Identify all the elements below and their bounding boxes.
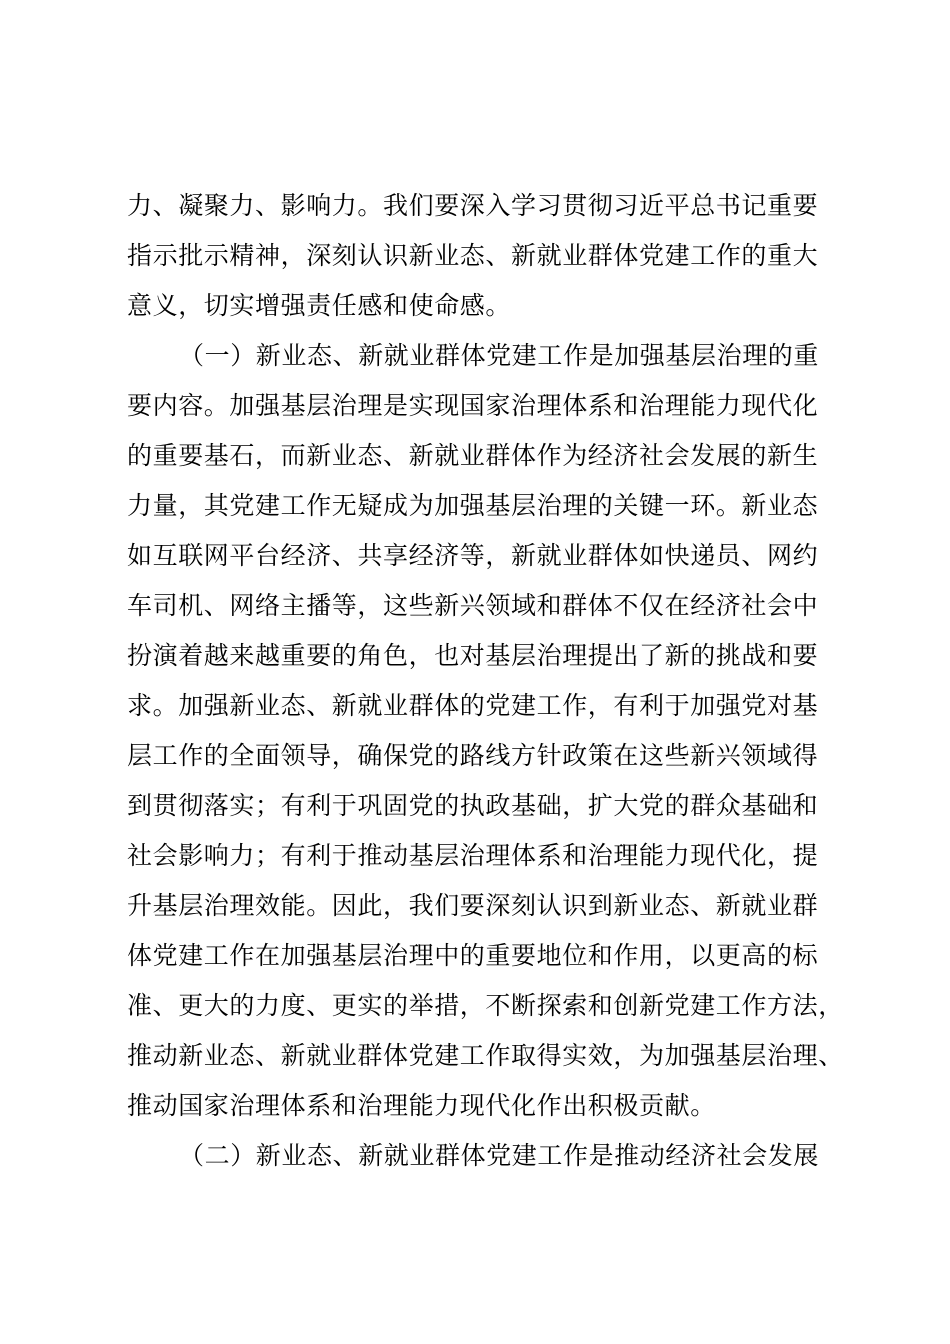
document-body — [127, 181, 847, 1181]
text-line: 的重要基石，而新业态、新就业群体作为经济社会发展的新生 — [127, 441, 819, 470]
text-line: 求。加强新业态、新就业群体的党建工作，有利于加强党对基 — [127, 691, 819, 720]
text-line: 力、凝聚力、影响力。我们要深入学习贯彻习近平总书记重要 — [127, 191, 819, 220]
text-line: 体党建工作在加强基层治理中的重要地位和作用，以更高的标 — [127, 941, 819, 970]
text-line: 准、更大的力度、更实的举措，不断探索和创新党建工作方法， — [127, 991, 844, 1020]
text-line: 要内容。加强基层治理是实现国家治理体系和治理能力现代化 — [127, 391, 819, 420]
text-line: 指示批示精神，深刻认识新业态、新就业群体党建工作的重大 — [127, 241, 819, 270]
text-line: 层工作的全面领导，确保党的路线方针政策在这些新兴领域得 — [127, 741, 819, 770]
text-line: 如互联网平台经济、共享经济等，新就业群体如快递员、网约 — [127, 541, 819, 570]
text-line: 推动新业态、新就业群体党建工作取得实效，为加强基层治理、 — [127, 1041, 844, 1070]
text-line: 车司机、网络主播等，这些新兴领域和群体不仅在经济社会中 — [127, 591, 819, 620]
text-line: 推动国家治理体系和治理能力现代化作出积极贡献。 — [127, 1091, 716, 1120]
text-line: 社会影响力；有利于推动基层治理体系和治理能力现代化，提 — [127, 841, 819, 870]
section-heading-1: （一）新业态、新就业群体党建工作是加强基层治理的重 — [179, 341, 820, 370]
text-line: 到贯彻落实；有利于巩固党的执政基础，扩大党的群众基础和 — [127, 791, 819, 820]
text-line: 扮演着越来越重要的角色，也对基层治理提出了新的挑战和要 — [127, 641, 819, 670]
text-line: 意义，切实增强责任感和使命感。 — [127, 291, 512, 320]
text-line: 力量，其党建工作无疑成为加强基层治理的关键一环。新业态 — [127, 491, 819, 520]
section-heading-2: （二）新业态、新就业群体党建工作是推动经济社会发展 — [179, 1141, 820, 1170]
text-line: 升基层治理效能。因此，我们要深刻认识到新业态、新就业群 — [127, 891, 819, 920]
